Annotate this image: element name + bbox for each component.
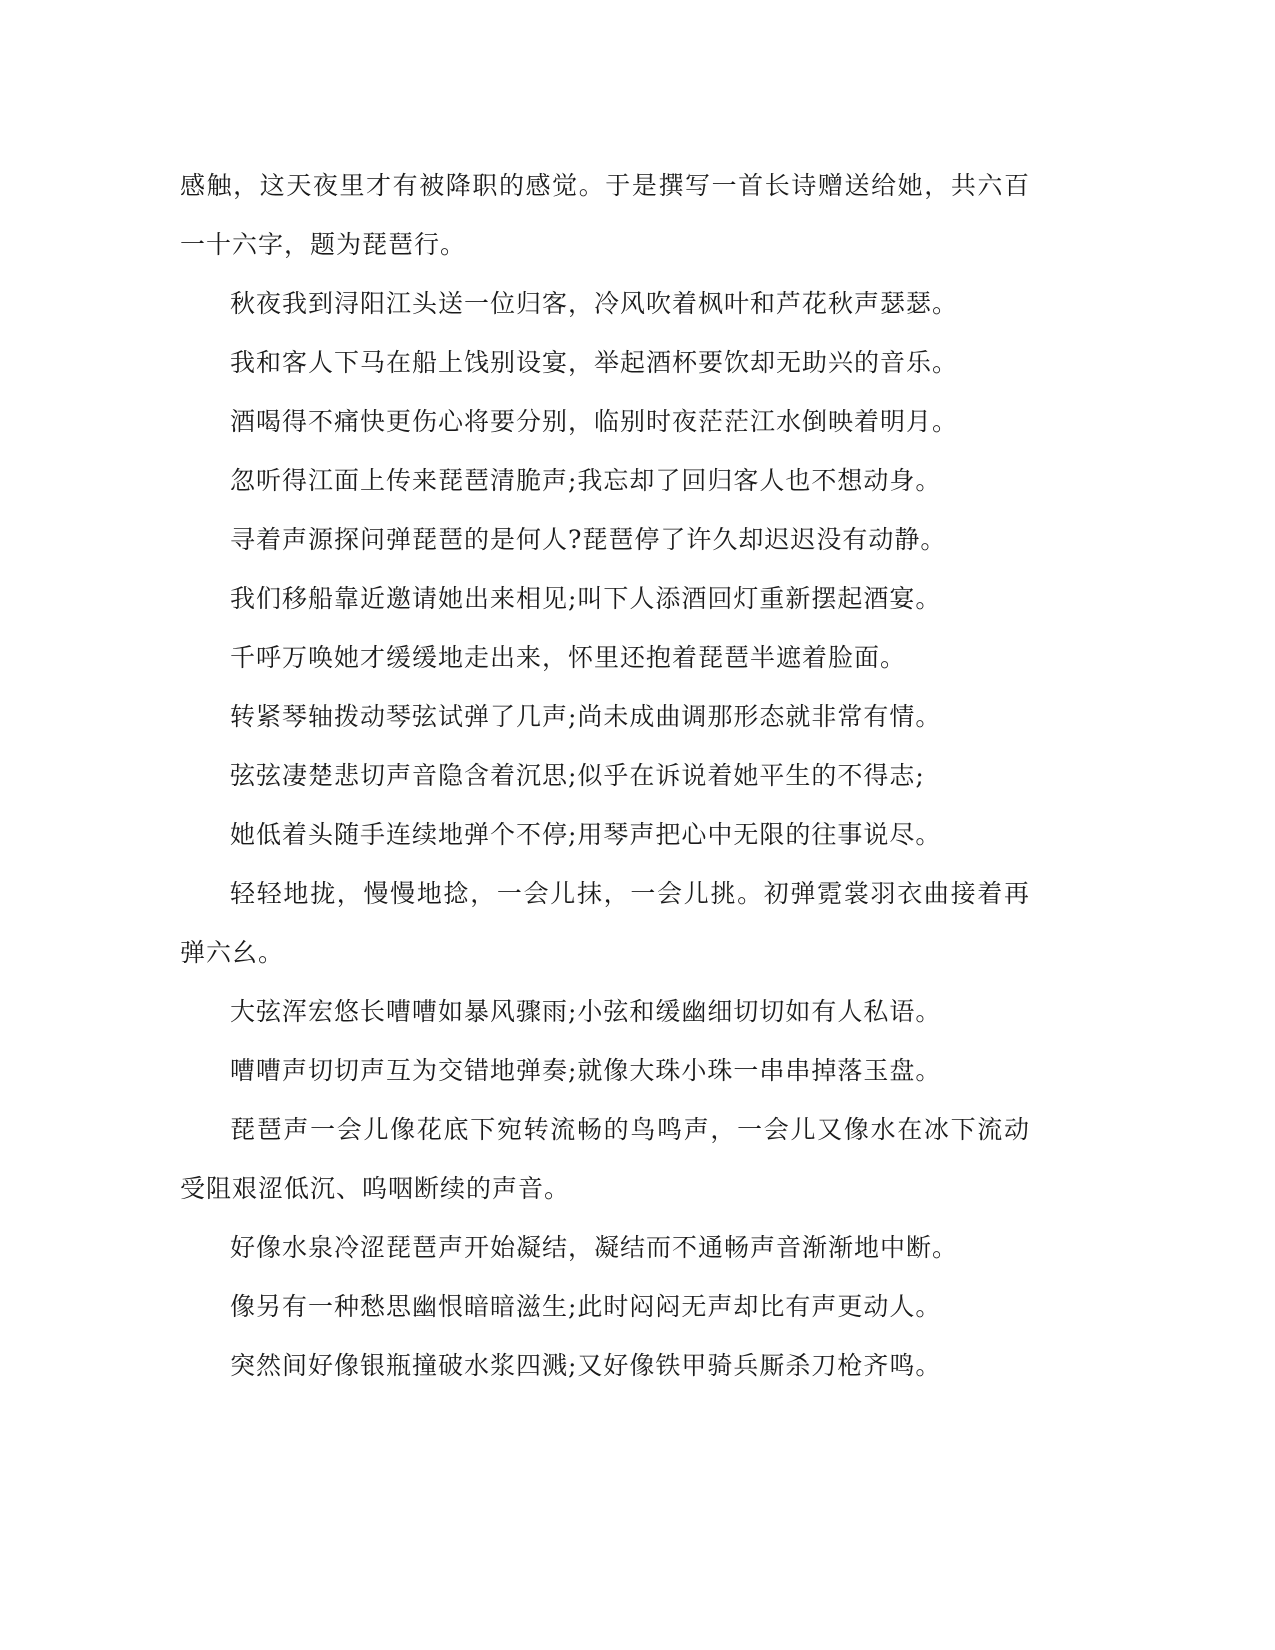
paragraph: 秋夜我到浔阳江头送一位归客，冷风吹着枫叶和芦花秋声瑟瑟。: [230, 289, 959, 318]
paragraph: 千呼万唤她才缓缓地走出来，怀里还抱着琵琶半遮着脸面。: [230, 643, 907, 672]
paragraph: 轻轻地拢，慢慢地捻，一会儿抹，一会儿挑。初弹霓裳羽衣曲接着再弹六幺。: [180, 879, 1030, 967]
paragraph: 转紧琴轴拨动琴弦试弹了几声;尚未成曲调那形态就非常有情。: [230, 702, 942, 731]
paragraph: 突然间好像银瓶撞破水浆四溅;又好像铁甲骑兵厮杀刀枪齐鸣。: [230, 1351, 942, 1380]
paragraph: 好像水泉冷涩琵琶声开始凝结，凝结而不通畅声音渐渐地中断。: [230, 1233, 959, 1262]
paragraph: 她低着头随手连续地弹个不停;用琴声把心中无限的往事说尽。: [230, 820, 942, 849]
paragraph: 忽听得江面上传来琵琶清脆声;我忘却了回归客人也不想动身。: [230, 466, 942, 495]
paragraph: 大弦浑宏悠长嘈嘈如暴风骤雨;小弦和缓幽细切切如有人私语。: [230, 997, 942, 1026]
paragraph: 感触，这天夜里才有被降职的感觉。于是撰写一首长诗赠送给她，共六百一十六字，题为琵琶行。: [180, 171, 1030, 259]
paragraph: 寻着声源探问弹琵琶的是何人?琵琶停了许久却迟迟没有动静。: [230, 525, 947, 554]
paragraph: 嘈嘈声切切声互为交错地弹奏;就像大珠小珠一串串掉落玉盘。: [230, 1056, 942, 1085]
paragraph: 弦弦凄楚悲切声音隐含着沉思;似乎在诉说着她平生的不得志;: [230, 761, 925, 790]
paragraph: 像另有一种愁思幽恨暗暗滋生;此时闷闷无声却比有声更动人。: [230, 1292, 942, 1321]
paragraph: 我们移船靠近邀请她出来相见;叫下人添酒回灯重新摆起酒宴。: [230, 584, 942, 613]
paragraph: 我和客人下马在船上饯别设宴，举起酒杯要饮却无助兴的音乐。: [230, 348, 959, 377]
body-text: [180, 156, 1030, 1395]
paragraph: 琵琶声一会儿像花底下宛转流畅的鸟鸣声，一会儿又像水在冰下流动受阻艰涩低沉、呜咽断续的声音。: [180, 1115, 1030, 1203]
paragraph: 酒喝得不痛快更伤心将要分别，临别时夜茫茫江水倒映着明月。: [230, 407, 959, 436]
